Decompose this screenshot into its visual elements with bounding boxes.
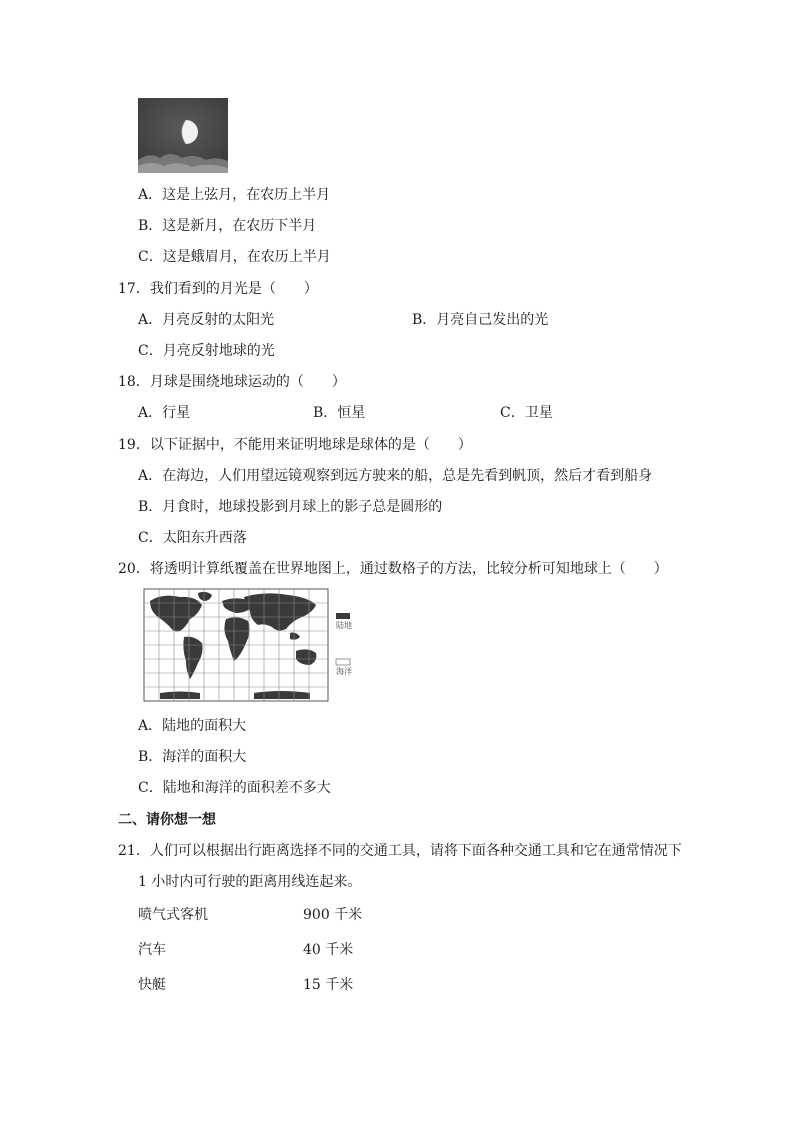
q17-stem: 17．我们看到的月光是（ ）: [118, 281, 318, 297]
q20-option-a: A．陆地的面积大: [138, 718, 247, 734]
q17-option-c: C．月亮反射地球的光: [138, 343, 275, 359]
distance-40: 40 千米: [303, 942, 354, 958]
q19-stem: 19．以下证据中，不能用来证明地球是球体的是（ ）: [118, 437, 472, 453]
moon-photo: [138, 98, 228, 173]
distance-900: 900 千米: [303, 907, 363, 923]
q17-option-b: B．月亮自己发出的光: [412, 312, 549, 328]
vehicle-car: 汽车: [138, 942, 166, 958]
q18-stem: 18．月球是围绕地球运动的（ ）: [118, 374, 346, 390]
q16-option-c: C．这是蛾眉月，在农历上半月: [138, 249, 331, 265]
vehicle-speedboat: 快艇: [138, 977, 166, 993]
q21-stem-line1: 21．人们可以根据出行距离选择不同的交通工具，请将下面各种交通工具和它在通常情况下: [118, 843, 682, 859]
distance-15: 15 千米: [303, 977, 354, 993]
q19-option-c: C．太阳东升西落: [138, 530, 247, 546]
q20-option-b: B．海洋的面积大: [138, 749, 247, 765]
q18-option-b: B．恒星: [313, 405, 366, 421]
q18-option-c: C．卫星: [500, 405, 553, 421]
q20-stem: 20．将透明计算纸覆盖在世界地图上，通过数格子的方法，比较分析可知地球上（ ）: [118, 561, 668, 577]
q16-option-b: B．这是新月，在农历下半月: [138, 218, 317, 234]
q21-stem-line2: 1 小时内可行驶的距离用线连起来。: [138, 874, 362, 890]
vehicle-jet: 喷气式客机: [138, 907, 208, 923]
map-legend-ocean: 海洋: [336, 667, 352, 676]
q18-option-a: A．行星: [138, 405, 191, 421]
section-title: 二、请你想一想: [118, 812, 216, 828]
q16-option-a: A．这是上弦月，在农历上半月: [138, 187, 331, 203]
map-legend-land: 陆地: [336, 621, 352, 630]
q17-option-a: A．月亮反射的太阳光: [138, 312, 275, 328]
world-map-grid: [140, 587, 360, 705]
q19-option-a: A．在海边，人们用望远镜观察到远方驶来的船，总是先看到帆顶，然后才看到船身: [138, 468, 653, 484]
q20-option-c: C．陆地和海洋的面积差不多大: [138, 780, 331, 796]
q19-option-b: B．月食时，地球投影到月球上的影子总是圆形的: [138, 499, 443, 515]
